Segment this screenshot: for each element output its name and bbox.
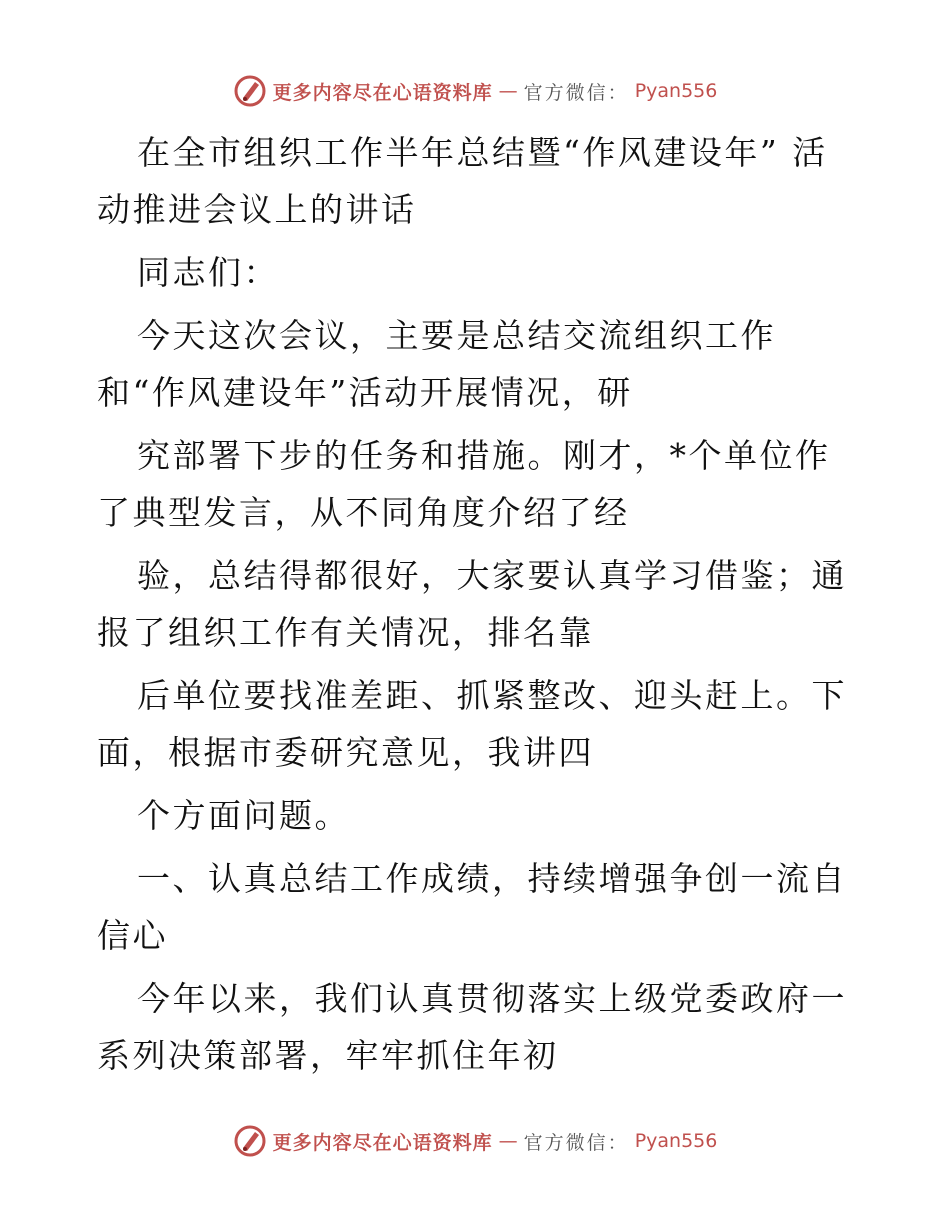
paragraph-5: 后单位要找准差距、抓紧整改、迎头赶上。下面，根据市委研究意见，我讲四 (97, 676, 847, 772)
watermark-official-label: 官方微信： (523, 81, 629, 104)
watermark-brand: 更多内容尽在心语资料库 (272, 1131, 493, 1154)
footer-watermark (0, 1124, 950, 1158)
watermark-official-label: 官方微信： (523, 1131, 629, 1154)
watermark-wechat-id: Pyan556 (634, 80, 718, 102)
paragraph-4: 验，总结得都很好，大家要认真学习借鉴；通报了组织工作有关情况，排名靠 (97, 556, 847, 652)
watermark-wechat-id: Pyan556 (634, 1130, 718, 1152)
pen-logo-icon (233, 1124, 267, 1158)
paragraph-6: 个方面问题。 (137, 796, 350, 835)
watermark-dash: — (498, 1130, 518, 1152)
watermark-brand: 更多内容尽在心语资料库 (272, 81, 493, 104)
section-heading-1: 一、认真总结工作成绩，持续增强争创一流自信心 (97, 859, 847, 955)
paragraph-3: 究部署下步的任务和措施。刚才，*个单位作了典型发言，从不同角度介绍了经 (97, 436, 831, 532)
paragraph-1: 同志们： (137, 253, 279, 292)
paragraph-7: 今年以来，我们认真贯彻落实上级党委政府一系列决策部署，牢牢抓住年初 (97, 979, 847, 1075)
watermark-dash: — (498, 80, 518, 102)
paragraph-2: 今天这次会议，主要是总结交流组织工作和“作风建设年”活动开展情况，研 (97, 316, 776, 412)
header-watermark (0, 74, 950, 108)
document-body (97, 124, 857, 1090)
pen-logo-icon (233, 74, 267, 108)
document-title: 在全市组织工作半年总结暨“作风建设年” 活动推进会议上的讲话 (97, 133, 828, 229)
